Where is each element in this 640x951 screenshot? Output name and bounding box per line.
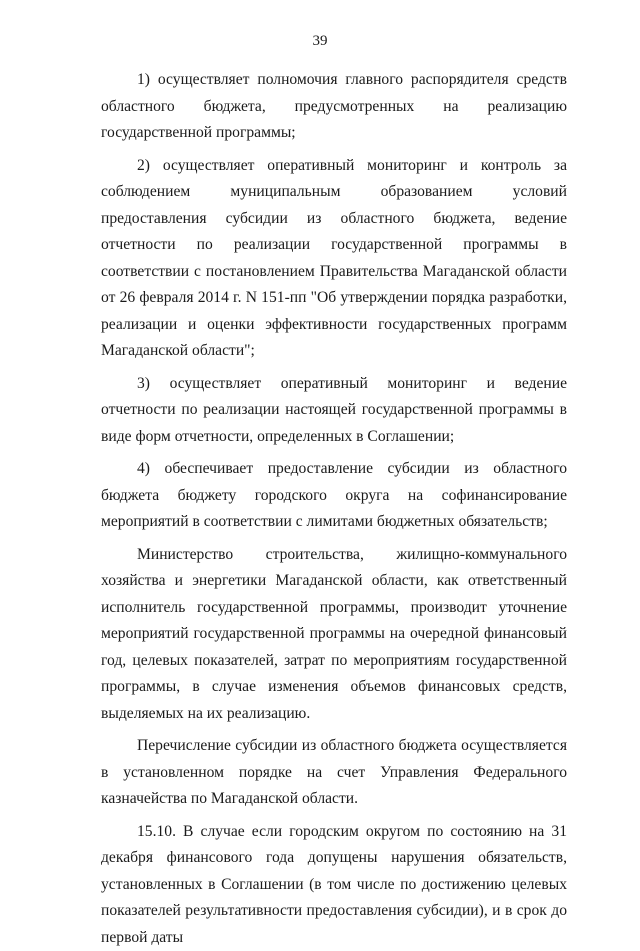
paragraph-7: 15.10. В случае если городским округом по состоянию на 31 декабря финансового года допущены нарушения обязательств, установленных в Соглашении (в том числе по достижению целевых показателей результативности предоставления субсидии), и в срок до первой даты [101,819,567,951]
paragraph-4: 4) обеспечивает предоставление субсидии из областного бюджета бюджету городского округа на софинансирование мероприятий в соответствии с лимитами бюджетных обязательств; [101,456,567,536]
paragraph-5: Министерство строительства, жилищно-коммунального хозяйства и энергетики Магаданской области, как ответственный исполнитель государственной программы, производит уточнение мероприятий государственной программы на очередной финансовый год, целевых показателей, затрат по мероприятиям государственной программы, в случае изменения объемов финансовых средств, выделяемых на их реализацию. [101,542,567,728]
paragraph-2: 2) осуществляет оперативный мониторинг и контроль за соблюдением муниципальным образованием условий предоставления субсидии из областного бюджета, ведение отчетности по реализации государственной программы в соответствии с постановлением Правительства Магаданской области от 26 февраля 2014 г. N 151-пп "Об утверждении порядка разработки, реализации и оценки эффективности государственных программ Магаданской области"; [101,153,567,365]
paragraph-1: 1) осуществляет полномочия главного распорядителя средств областного бюджета, предусмотренных на реализацию государственной программы; [101,67,567,147]
page-number: 39 [0,33,640,50]
paragraph-6: Перечисление субсидии из областного бюджета осуществляется в установленном порядке на счет Управления Федерального казначейства по Магаданской области. [101,733,567,813]
paragraph-3: 3) осуществляет оперативный мониторинг и ведение отчетности по реализации настоящей государственной программы в виде форм отчетности, определенных в Соглашении; [101,371,567,451]
document-body [101,67,567,951]
